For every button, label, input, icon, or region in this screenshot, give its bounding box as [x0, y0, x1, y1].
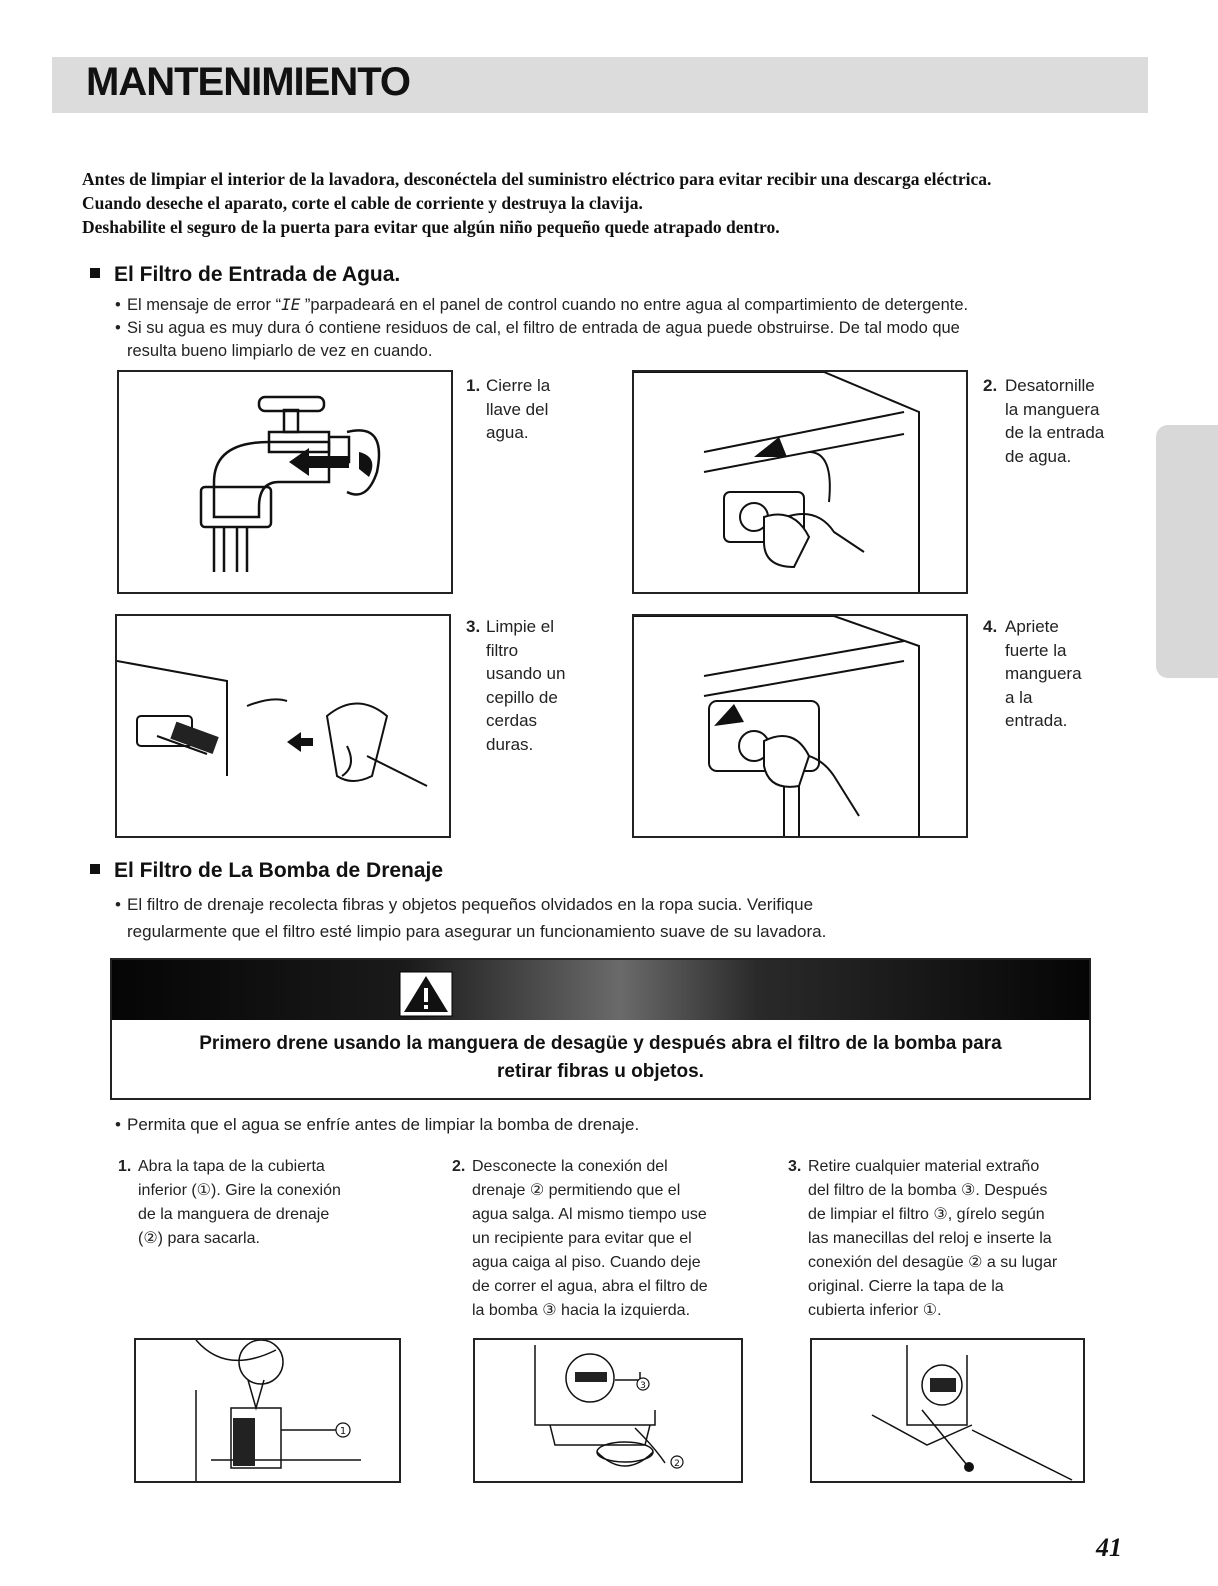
warning-line: Cuando deseche el aparato, corte el cable de corriente y destruya la clavija.	[82, 193, 643, 213]
warning-line: Deshabilite el seguro de la puerta para evitar que algún niño pequeño quede atrapado dentro.	[82, 217, 780, 237]
inlet-bullet-error: • El mensaje de error “IE ”parpadeará en el panel de control cuando no entre agua al compartimiento de detergente.	[115, 295, 969, 314]
inlet-bullet-hard-water: • Si su agua es muy dura ó contiene residuos de cal, el filtro de entrada de agua puede obstruirse. De tal modo que resulta bueno limpiarlo de vez en cuando.	[115, 319, 960, 360]
callout-two: 2	[674, 1459, 680, 1469]
figure-clean-pump	[810, 1338, 1085, 1483]
section-heading-drain	[90, 859, 443, 883]
figure-unscrew-hose	[632, 370, 968, 594]
figure-drain-water	[473, 1338, 743, 1483]
figure-faucet	[117, 370, 453, 594]
inlet-step-2: 2. Desatornille la manguera de la entrada de agua.	[983, 376, 1105, 466]
figure-clean-filter	[115, 614, 451, 838]
square-bullet-icon	[90, 268, 100, 278]
figure-open-cover	[134, 1338, 401, 1483]
page-number: 41	[1096, 1533, 1122, 1562]
figure-tighten-hose	[632, 614, 968, 838]
warning-triangle-icon	[400, 972, 452, 1016]
chapter-tab	[1156, 425, 1218, 678]
safety-warning	[82, 167, 1142, 239]
page-title: MANTENIMIENTO	[86, 60, 411, 104]
caution-header	[112, 960, 1089, 1020]
drain-step-2: 2. Desconecte la conexión del drenaje ② permitiendo que el agua salga. Al mismo tiempo use un recipiente para evitar que el agua caiga al piso. Cuando deje de correr el agua, abra el filtro de la bomba ③ hacia la izquierda.	[452, 1158, 708, 1319]
callout-three: 3	[640, 1381, 646, 1391]
warning-line: Antes de limpiar el interior de la lavadora, desconéctela del suministro eléctrico para evitar recibir una descarga eléctrica.	[82, 169, 992, 189]
section-title: El Filtro de La Bomba de Drenaje	[114, 859, 444, 882]
drain-bullet: • El filtro de drenaje recolecta fibras y objetos pequeños olvidados en la ropa sucia. Verifique regularmente que el filtro esté limpio para asegurar un funcionamiento suave de su lavadora.	[115, 895, 827, 941]
square-bullet-icon	[90, 864, 100, 874]
section-heading-inlet	[90, 263, 400, 287]
drain-step-1: 1. Abra la tapa de la cubierta inferior (①). Gire la conexión de la manguera de drenaje (②) para sacarla.	[118, 1158, 341, 1247]
inlet-step-4: 4. Apriete fuerte la manguera a la entrada.	[983, 617, 1082, 730]
drain-step-3: 3. Retire cualquier material extraño del filtro de la bomba ③. Después de limpiar el filtro ③, gírelo según las manecillas del reloj e inserte la conexión del desagüe ② a su lugar original. Cierre la tapa de la cubierta inferior ①.	[788, 1158, 1058, 1319]
drain-note: • Permita que el agua se enfríe antes de limpiar la bomba de drenaje.	[115, 1115, 640, 1134]
inlet-step-1: 1. Cierre la llave del agua.	[466, 376, 551, 442]
callout-one: 1	[339, 1426, 347, 1437]
section-title: El Filtro de Entrada de Agua.	[114, 263, 401, 286]
error-code: IE	[281, 295, 301, 314]
caution-message: Primero drene usando la manguera de desagüe y después abra el filtro de la bomba para retirar fibras u objetos.	[199, 1033, 1002, 1082]
inlet-step-3: 3. Limpie el filtro usando un cepillo de cerdas duras.	[466, 617, 566, 754]
